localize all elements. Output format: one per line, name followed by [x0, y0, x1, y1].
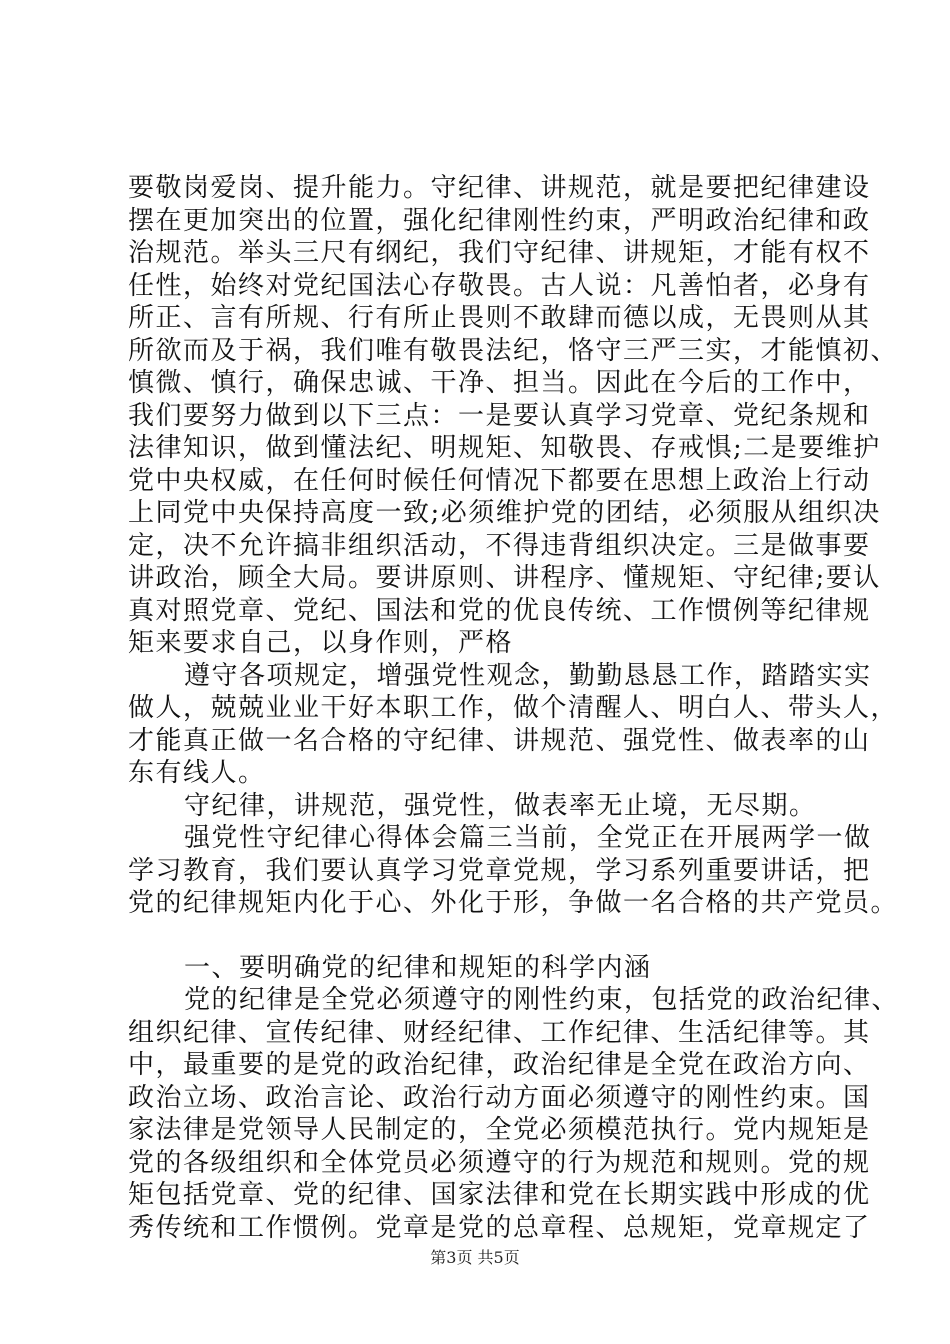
text-line: 任性，始终对党纪国法心存敬畏。古人说：凡善怕者，必身有 — [128, 270, 871, 301]
text-line: 秀传统和工作惯例。党章是党的总章程、总规矩，党章规定了 — [128, 1212, 871, 1243]
text-line: 党中央权威，在任何时候任何情况下都要在思想上政治上行动 — [128, 465, 871, 496]
text-line: 治规范。举头三尺有纲纪，我们守纪律、讲规矩，才能有权不 — [128, 238, 871, 268]
text-line: 才能真正做一名合格的守纪律、讲规范、强党性、做表率的山 — [128, 725, 871, 756]
text-line: 党的纪律规矩内化于心、外化于形，争做一名合格的共产党员。 — [128, 888, 899, 918]
text-line: 做人，兢兢业业干好本职工作，做个清醒人、明白人、带头人， — [128, 693, 899, 723]
text-line: 中，最重要的是党的政治纪律，政治纪律是全党在政治方向、 — [128, 1050, 871, 1080]
text-line: 定，决不允许搞非组织活动，不得违背组织决定。三是做事要 — [128, 530, 871, 561]
text-line: 家法律是党领导人民制定的，全党必须模范执行。党内规矩是 — [128, 1115, 871, 1145]
text-line: 所欲而及于祸，我们唯有敬畏法纪，恪守三严三实，才能慎初、 — [128, 335, 899, 366]
text-line: 摆在更加突出的位置，强化纪律刚性约束，严明政治纪律和政 — [128, 205, 871, 236]
text-line: 东有线人。 — [128, 758, 266, 788]
text-line: 矩来要求自己，以身作则，严格 — [128, 628, 514, 658]
text-line: 要敬岗爱岗、提升能力。守纪律、讲规范，就是要把纪律建设 — [128, 173, 871, 203]
text-line: 讲政治，顾全大局。要讲原则、讲程序、懂规矩、守纪律;要认 — [128, 563, 881, 593]
text-line: 真对照党章、党纪、国法和党的优良传统、工作惯例等纪律规 — [128, 595, 871, 626]
text-line: 法律知识，做到懂法纪、明规矩、知敬畏、存戒惧;二是要维护 — [128, 433, 881, 463]
text-line: 党的各级组织和全体党员必须遵守的行为规范和规则。党的规 — [128, 1147, 871, 1178]
paragraph-start-line: 守纪律，讲规范，强党性，做表率无止境，无尽期。 — [184, 790, 817, 821]
text-line: 我们要努力做到以下三点：一是要认真学习党章、党纪条规和 — [128, 400, 871, 431]
text-line: 矩包括党章、党的纪律、国家法律和党在长期实践中形成的优 — [128, 1180, 871, 1210]
text-line: 学习教育，我们要认真学习党章党规，学习系列重要讲话，把 — [128, 855, 871, 886]
text-line: 所正、言有所规、行有所止畏则不敢肆而德以成，无畏则从其 — [128, 303, 871, 333]
paragraph-start-line: 遵守各项规定，增强党性观念，勤勤恳恳工作，踏踏实实 — [184, 660, 872, 691]
text-line: 组织纪律、宣传纪律、财经纪律、工作纪律、生活纪律等。其 — [128, 1017, 871, 1048]
paragraph-start-line: 强党性守纪律心得体会篇三当前，全党正在开展两学一做 — [184, 823, 872, 853]
paragraph-gap — [128, 920, 858, 952]
text-line: 政治立场、政治言论、政治行动方面必须遵守的刚性约束。国 — [128, 1082, 871, 1113]
text-line: 上同党中央保持高度一致;必须维护党的团结，必须服从组织决 — [128, 498, 881, 528]
page-number-footer: 第3页 共5页 — [430, 1248, 520, 1267]
paragraph-start-line: 党的纪律是全党必须遵守的刚性约束，包括党的政治纪律、 — [184, 985, 900, 1015]
text-line: 慎微、慎行，确保忠诚、干净、担当。因此在今后的工作中， — [128, 368, 871, 398]
section-heading: 一、要明确党的纪律和规矩的科学内涵 — [184, 952, 652, 983]
document-body — [128, 172, 900, 1244]
